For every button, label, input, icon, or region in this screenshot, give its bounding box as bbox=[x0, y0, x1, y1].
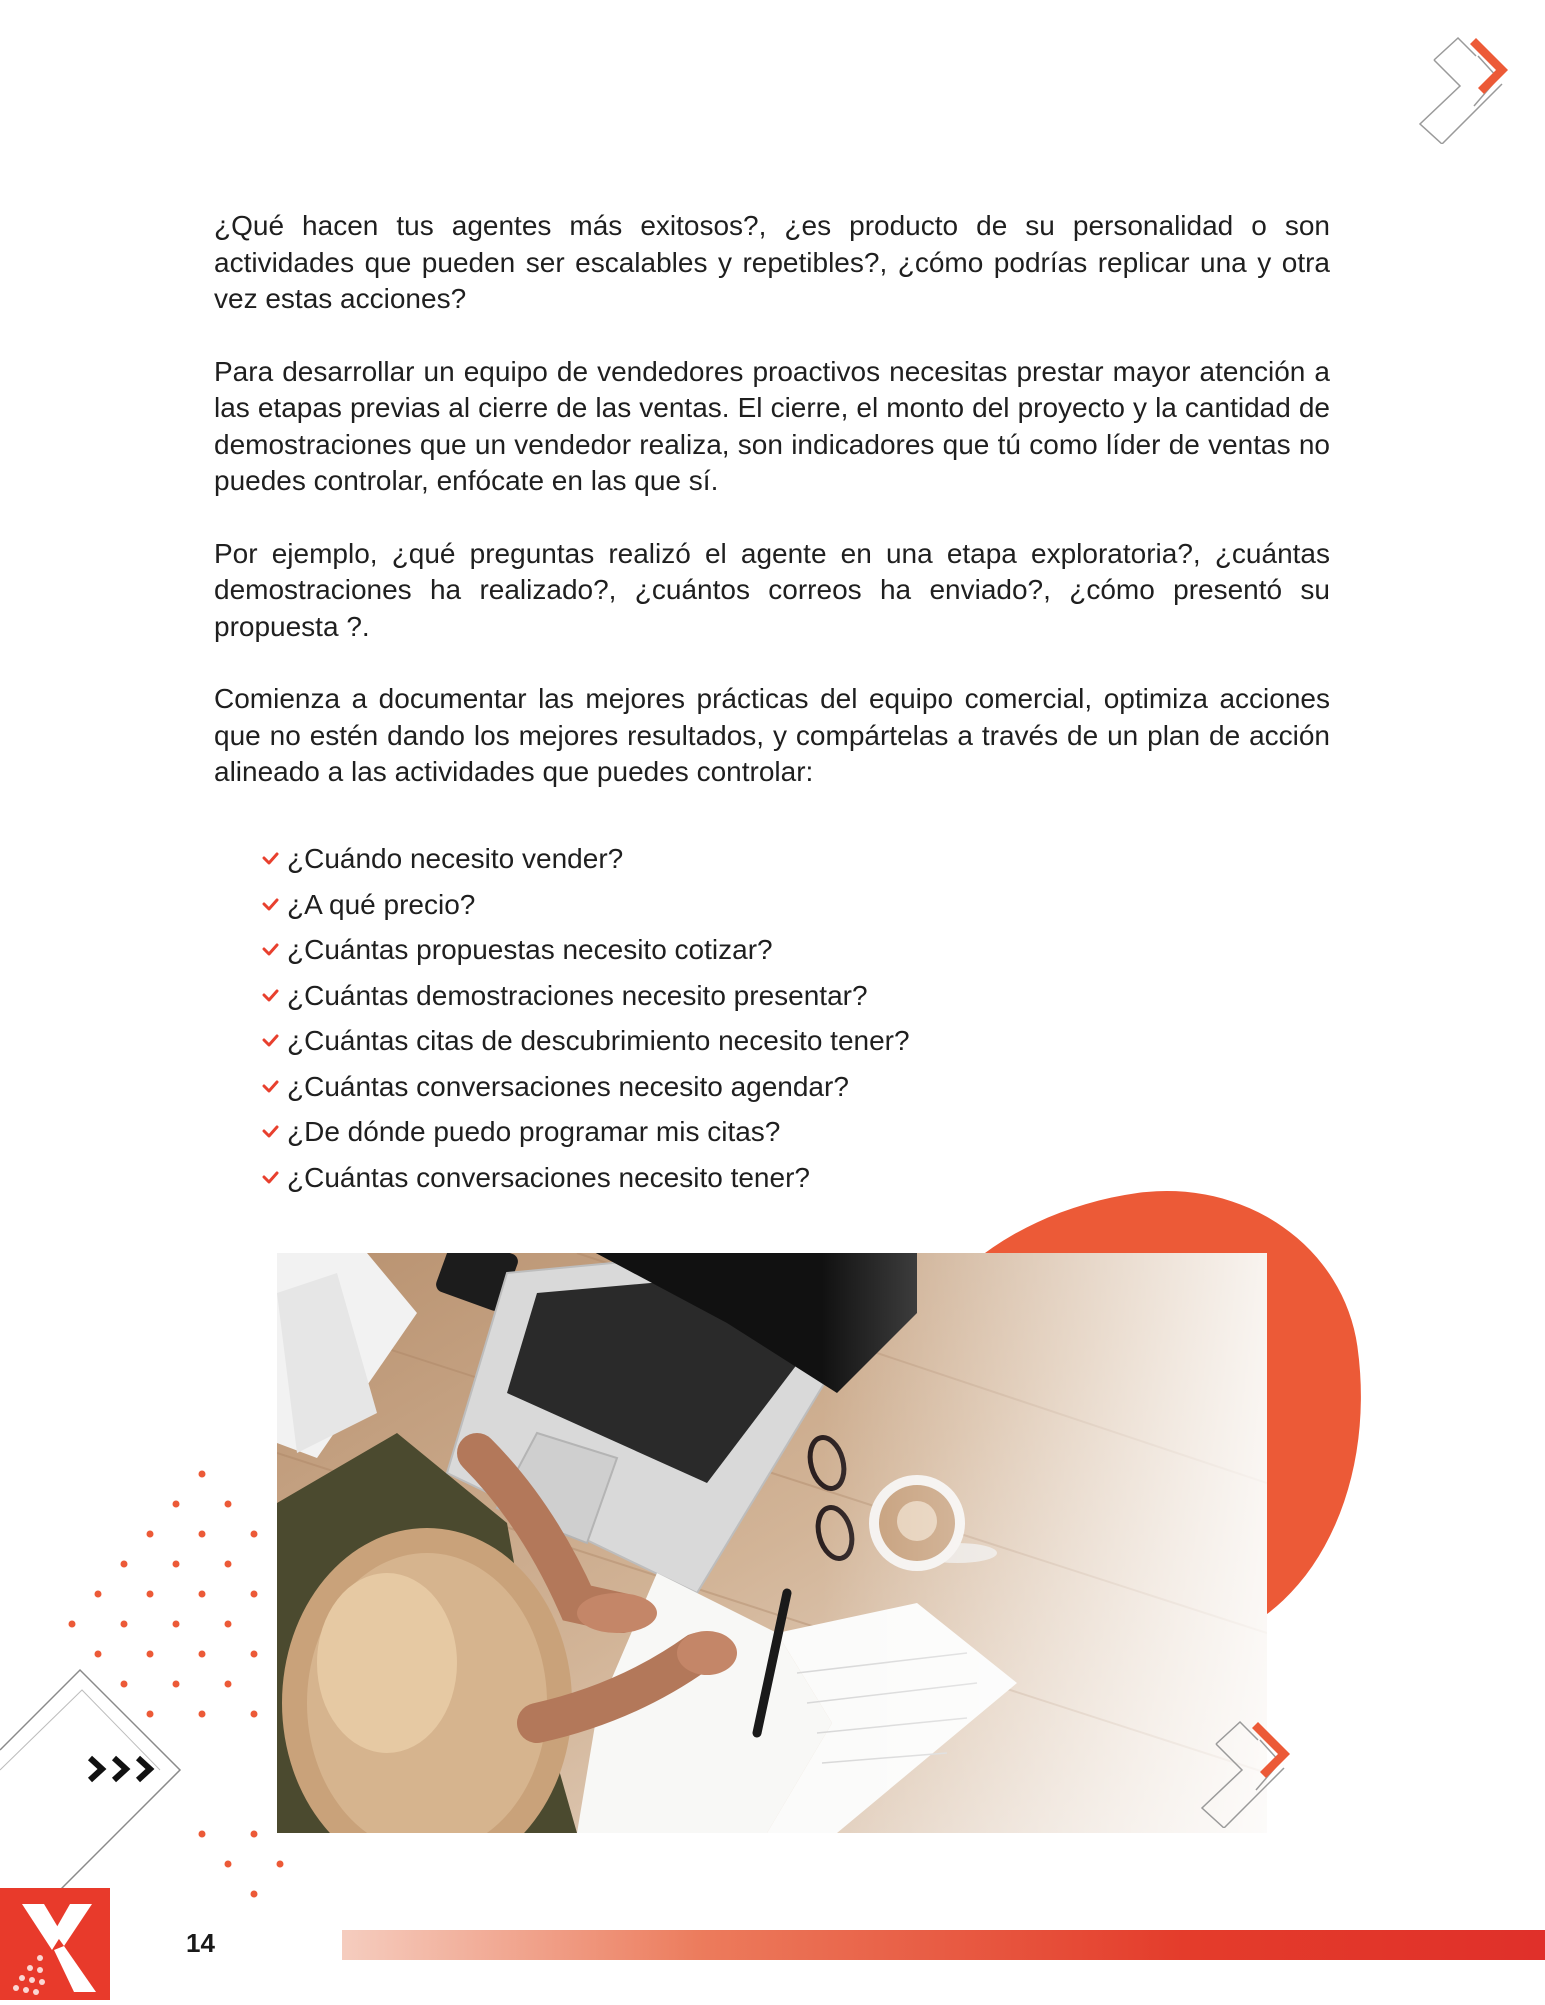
check-icon bbox=[262, 1171, 279, 1184]
list-item bbox=[262, 882, 910, 928]
paragraph-4: Comienza a documentar las mejores prácticas del equipo comercial, optimiza acciones que no estén dando los mejores resultados, y compártelas a través de un plan de acción alineado a las actividades que puedes controlar: bbox=[214, 683, 1330, 787]
list-item-text: ¿Cuántas citas de descubrimiento necesito tener? bbox=[287, 1025, 910, 1056]
check-icon bbox=[262, 852, 279, 865]
check-icon bbox=[262, 1034, 279, 1047]
chevron-corner-icon bbox=[1200, 1718, 1300, 1828]
list-item bbox=[262, 1155, 910, 1201]
list-item bbox=[262, 1018, 910, 1064]
body-text bbox=[214, 208, 1330, 827]
triple-chevron-icon bbox=[86, 1754, 162, 1784]
chevron-corner-icon bbox=[1418, 34, 1518, 144]
brand-logo bbox=[0, 1888, 110, 2000]
paragraph-1: ¿Qué hacen tus agentes más exitosos?, ¿es producto de su personalidad o son actividades que pueden ser escalables y repetibles?, ¿cómo podrías replicar una y otra vez estas acciones? bbox=[214, 210, 1330, 314]
paragraph-3: Por ejemplo, ¿qué preguntas realizó el agente en una etapa exploratoria?, ¿cuántas demostraciones ha realizado?, ¿cuántos correos ha enviado?, ¿cómo presentó su propuesta ?. bbox=[214, 537, 1330, 642]
office-desk-photo bbox=[277, 1253, 1267, 1833]
list-item bbox=[262, 1109, 910, 1155]
list-item-text: ¿Cuántas conversaciones necesito agendar? bbox=[287, 1070, 849, 1102]
check-icon bbox=[262, 943, 279, 956]
paragraph-2: Para desarrollar un equipo de vendedores proactivos necesitas prestar mayor atención a las etapas previas al cierre de las ventas. El cierre, el monto del proyecto y la cantidad de demostraciones que un vendedor realiza, son indicadores que tú como líder de ventas no puedes controlar, enfócate en las que sí. bbox=[214, 355, 1330, 496]
list-item bbox=[262, 973, 910, 1019]
list-item-text: ¿A qué precio? bbox=[287, 888, 476, 920]
list-item-text: ¿De dónde puedo programar mis citas? bbox=[287, 1116, 781, 1147]
check-icon bbox=[262, 1080, 279, 1093]
page-number: 14 bbox=[186, 1928, 215, 1958]
check-icon bbox=[262, 898, 279, 911]
footer-bar bbox=[342, 1930, 1545, 1960]
list-item bbox=[262, 927, 910, 973]
brand-x-logo-icon bbox=[0, 1888, 110, 2000]
list-item-text: ¿Cuántas propuestas necesito cotizar? bbox=[287, 934, 773, 965]
list-item bbox=[262, 1064, 910, 1110]
list-item bbox=[262, 836, 910, 882]
check-icon bbox=[262, 1125, 279, 1138]
list-item-text: ¿Cuándo necesito vender? bbox=[287, 843, 624, 874]
list-item-text: ¿Cuántas demostraciones necesito presentar? bbox=[287, 979, 868, 1011]
list-item-text: ¿Cuántas conversaciones necesito tener? bbox=[287, 1161, 810, 1193]
checklist bbox=[262, 836, 910, 1200]
check-icon bbox=[262, 989, 279, 1002]
